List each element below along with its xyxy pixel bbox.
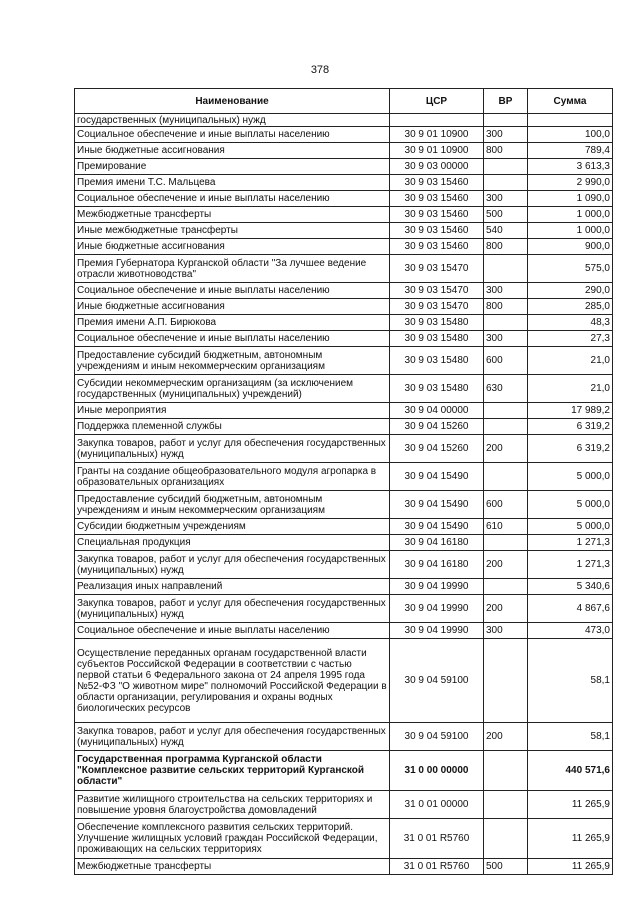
table-row [75, 114, 613, 127]
cell-name: Иные межбюджетные трансферты [75, 223, 390, 239]
cell-csr: 30 9 03 15460 [390, 223, 484, 239]
cell-name: Премирование [75, 159, 390, 175]
cell-sum: 1 271,3 [528, 535, 613, 551]
table-row [75, 143, 613, 159]
cell-csr: 30 9 04 59100 [390, 723, 484, 751]
cell-name: Социальное обеспечение и иные выплаты населению [75, 331, 390, 347]
cell-vr: 300 [484, 127, 528, 143]
cell-vr [484, 159, 528, 175]
cell-vr: 300 [484, 331, 528, 347]
budget-table [74, 88, 613, 875]
table-row [75, 859, 613, 875]
cell-csr: 30 9 04 59100 [390, 639, 484, 723]
header-sum: Сумма [528, 89, 613, 114]
cell-csr: 31 0 01 R5760 [390, 859, 484, 875]
table-row [75, 579, 613, 595]
cell-name: Иные бюджетные ассигнования [75, 299, 390, 315]
cell-name: Развитие жилищного строительства на сельских территориях и повышение уровня благоустройства домовладений [75, 791, 390, 819]
cell-sum: 58,1 [528, 639, 613, 723]
cell-vr [484, 419, 528, 435]
cell-csr: 31 0 01 00000 [390, 791, 484, 819]
cell-sum: 440 571,6 [528, 751, 613, 791]
cell-sum: 2 990,0 [528, 175, 613, 191]
cell-sum: 5 000,0 [528, 463, 613, 491]
cell-vr: 800 [484, 299, 528, 315]
cell-sum: 789,4 [528, 143, 613, 159]
cell-csr: 30 9 03 15460 [390, 191, 484, 207]
cell-vr: 630 [484, 375, 528, 403]
cell-name: Социальное обеспечение и иные выплаты населению [75, 623, 390, 639]
table-row [75, 283, 613, 299]
cell-name: государственных (муниципальных) нужд [75, 114, 390, 127]
cell-name: Поддержка племенной службы [75, 419, 390, 435]
table-row [75, 723, 613, 751]
cell-sum: 6 319,2 [528, 435, 613, 463]
cell-vr [484, 791, 528, 819]
cell-vr: 300 [484, 623, 528, 639]
table-row [75, 639, 613, 723]
cell-vr [484, 315, 528, 331]
cell-csr: 30 9 03 15470 [390, 283, 484, 299]
table-row [75, 551, 613, 579]
cell-vr: 800 [484, 143, 528, 159]
cell-sum: 285,0 [528, 299, 613, 315]
cell-vr [484, 175, 528, 191]
cell-csr: 30 9 04 16180 [390, 551, 484, 579]
table-row [75, 175, 613, 191]
cell-sum: 21,0 [528, 375, 613, 403]
cell-csr: 30 9 04 15490 [390, 463, 484, 491]
cell-csr: 30 9 03 00000 [390, 159, 484, 175]
cell-name: Премия имени А.П. Бирюкова [75, 315, 390, 331]
cell-name: Осуществление переданных органам государственной власти субъектов Российской Федерации в соответствии с частью первой статьи 6 Федерального закона от 24 апреля 1995 года №52-ФЗ "О животном мире" полномочий Российской Федерации в области организации, регулирования и охраны водных биологических ресурсов [75, 639, 390, 723]
cell-name: Премия Губернатора Курганской области "За лучшее ведение отрасли животноводства" [75, 255, 390, 283]
header-name: Наименование [75, 89, 390, 114]
cell-vr: 200 [484, 551, 528, 579]
cell-name: Государственная программа Курганской области "Комплексное развитие сельских территорий Курганской области" [75, 751, 390, 791]
page-number: 378 [310, 64, 330, 76]
cell-sum: 1 090,0 [528, 191, 613, 207]
cell-sum: 3 613,3 [528, 159, 613, 175]
cell-csr [390, 114, 484, 127]
cell-name: Межбюджетные трансферты [75, 859, 390, 875]
table-row [75, 299, 613, 315]
cell-name: Субсидии некоммерческим организациям (за исключением государственных (муниципальных) учреждений) [75, 375, 390, 403]
cell-vr: 300 [484, 191, 528, 207]
cell-name: Специальная продукция [75, 535, 390, 551]
cell-csr: 30 9 04 15490 [390, 491, 484, 519]
table-row [75, 239, 613, 255]
table-row [75, 819, 613, 859]
cell-name: Премия имени Т.С. Мальцева [75, 175, 390, 191]
cell-sum: 1 000,0 [528, 207, 613, 223]
cell-vr: 600 [484, 491, 528, 519]
cell-vr [484, 403, 528, 419]
cell-sum: 11 265,9 [528, 791, 613, 819]
cell-vr: 800 [484, 239, 528, 255]
table-row [75, 223, 613, 239]
cell-sum: 5 000,0 [528, 491, 613, 519]
cell-name: Субсидии бюджетным учреждениям [75, 519, 390, 535]
cell-csr: 30 9 03 15480 [390, 331, 484, 347]
table-row [75, 751, 613, 791]
cell-sum: 17 989,2 [528, 403, 613, 419]
cell-csr: 30 9 04 19990 [390, 595, 484, 623]
cell-name: Социальное обеспечение и иные выплаты населению [75, 191, 390, 207]
cell-vr [484, 579, 528, 595]
table-header-row [75, 89, 613, 114]
cell-name: Иные бюджетные ассигнования [75, 239, 390, 255]
cell-name: Закупка товаров, работ и услуг для обеспечения государственных (муниципальных) нужд [75, 723, 390, 751]
cell-name: Гранты на создание общеобразовательного модуля агропарка в образовательных организациях [75, 463, 390, 491]
header-csr: ЦСР [390, 89, 484, 114]
table-row [75, 519, 613, 535]
cell-name: Обеспечение комплексного развития сельских территорий. Улучшение жилищных условий граждан Российской Федерации, проживающих на сельских территориях [75, 819, 390, 859]
cell-name: Реализация иных направлений [75, 579, 390, 595]
cell-csr: 30 9 03 15460 [390, 175, 484, 191]
table-row [75, 435, 613, 463]
cell-sum: 5 340,6 [528, 579, 613, 595]
cell-vr: 540 [484, 223, 528, 239]
cell-csr: 31 0 00 00000 [390, 751, 484, 791]
cell-csr: 30 9 04 16180 [390, 535, 484, 551]
table-row [75, 595, 613, 623]
cell-sum: 48,3 [528, 315, 613, 331]
cell-name: Иные мероприятия [75, 403, 390, 419]
table-row [75, 403, 613, 419]
cell-csr: 30 9 04 19990 [390, 623, 484, 639]
table-row [75, 791, 613, 819]
cell-vr [484, 255, 528, 283]
cell-sum: 473,0 [528, 623, 613, 639]
cell-sum: 21,0 [528, 347, 613, 375]
table-row [75, 535, 613, 551]
cell-sum [528, 114, 613, 127]
cell-vr [484, 819, 528, 859]
table-row [75, 419, 613, 435]
cell-csr: 30 9 04 15260 [390, 419, 484, 435]
table-row [75, 463, 613, 491]
cell-name: Социальное обеспечение и иные выплаты населению [75, 127, 390, 143]
cell-csr: 30 9 03 15470 [390, 255, 484, 283]
table-body [75, 114, 613, 875]
cell-sum: 290,0 [528, 283, 613, 299]
cell-sum: 5 000,0 [528, 519, 613, 535]
cell-name: Межбюджетные трансферты [75, 207, 390, 223]
cell-sum: 11 265,9 [528, 859, 613, 875]
cell-csr: 30 9 03 15480 [390, 315, 484, 331]
table-row [75, 191, 613, 207]
cell-sum: 58,1 [528, 723, 613, 751]
cell-csr: 30 9 03 15470 [390, 299, 484, 315]
cell-sum: 1 000,0 [528, 223, 613, 239]
cell-csr: 30 9 01 10900 [390, 143, 484, 159]
cell-vr: 500 [484, 207, 528, 223]
table-row [75, 623, 613, 639]
cell-vr: 300 [484, 283, 528, 299]
table-row [75, 347, 613, 375]
cell-name: Закупка товаров, работ и услуг для обеспечения государственных (муниципальных) нужд [75, 551, 390, 579]
cell-vr [484, 751, 528, 791]
cell-vr [484, 535, 528, 551]
cell-sum: 1 271,3 [528, 551, 613, 579]
cell-csr: 30 9 03 15480 [390, 375, 484, 403]
cell-sum: 4 867,6 [528, 595, 613, 623]
cell-csr: 30 9 03 15480 [390, 347, 484, 375]
cell-vr: 200 [484, 435, 528, 463]
cell-vr: 200 [484, 595, 528, 623]
cell-vr [484, 114, 528, 127]
table-row [75, 375, 613, 403]
cell-csr: 30 9 03 15460 [390, 239, 484, 255]
cell-sum: 900,0 [528, 239, 613, 255]
cell-sum: 100,0 [528, 127, 613, 143]
cell-csr: 30 9 04 00000 [390, 403, 484, 419]
cell-sum: 575,0 [528, 255, 613, 283]
cell-sum: 6 319,2 [528, 419, 613, 435]
header-vr: ВР [484, 89, 528, 114]
cell-sum: 27,3 [528, 331, 613, 347]
table-row [75, 331, 613, 347]
cell-vr: 600 [484, 347, 528, 375]
cell-csr: 31 0 01 R5760 [390, 819, 484, 859]
cell-name: Социальное обеспечение и иные выплаты населению [75, 283, 390, 299]
table-row [75, 207, 613, 223]
cell-vr: 610 [484, 519, 528, 535]
cell-name: Иные бюджетные ассигнования [75, 143, 390, 159]
cell-csr: 30 9 03 15460 [390, 207, 484, 223]
cell-vr: 200 [484, 723, 528, 751]
cell-csr: 30 9 01 10900 [390, 127, 484, 143]
cell-vr [484, 639, 528, 723]
cell-csr: 30 9 04 15260 [390, 435, 484, 463]
table-row [75, 127, 613, 143]
table-row [75, 491, 613, 519]
cell-name: Закупка товаров, работ и услуг для обеспечения государственных (муниципальных) нужд [75, 435, 390, 463]
cell-name: Закупка товаров, работ и услуг для обеспечения государственных (муниципальных) нужд [75, 595, 390, 623]
cell-vr: 500 [484, 859, 528, 875]
cell-vr [484, 463, 528, 491]
cell-sum: 11 265,9 [528, 819, 613, 859]
cell-csr: 30 9 04 19990 [390, 579, 484, 595]
table-row [75, 159, 613, 175]
table-row [75, 315, 613, 331]
cell-csr: 30 9 04 15490 [390, 519, 484, 535]
table-row [75, 255, 613, 283]
cell-name: Предоставление субсидий бюджетным, автономным учреждениям и иным некоммерческим организациям [75, 347, 390, 375]
cell-name: Предоставление субсидий бюджетным, автономным учреждениям и иным некоммерческим организациям [75, 491, 390, 519]
